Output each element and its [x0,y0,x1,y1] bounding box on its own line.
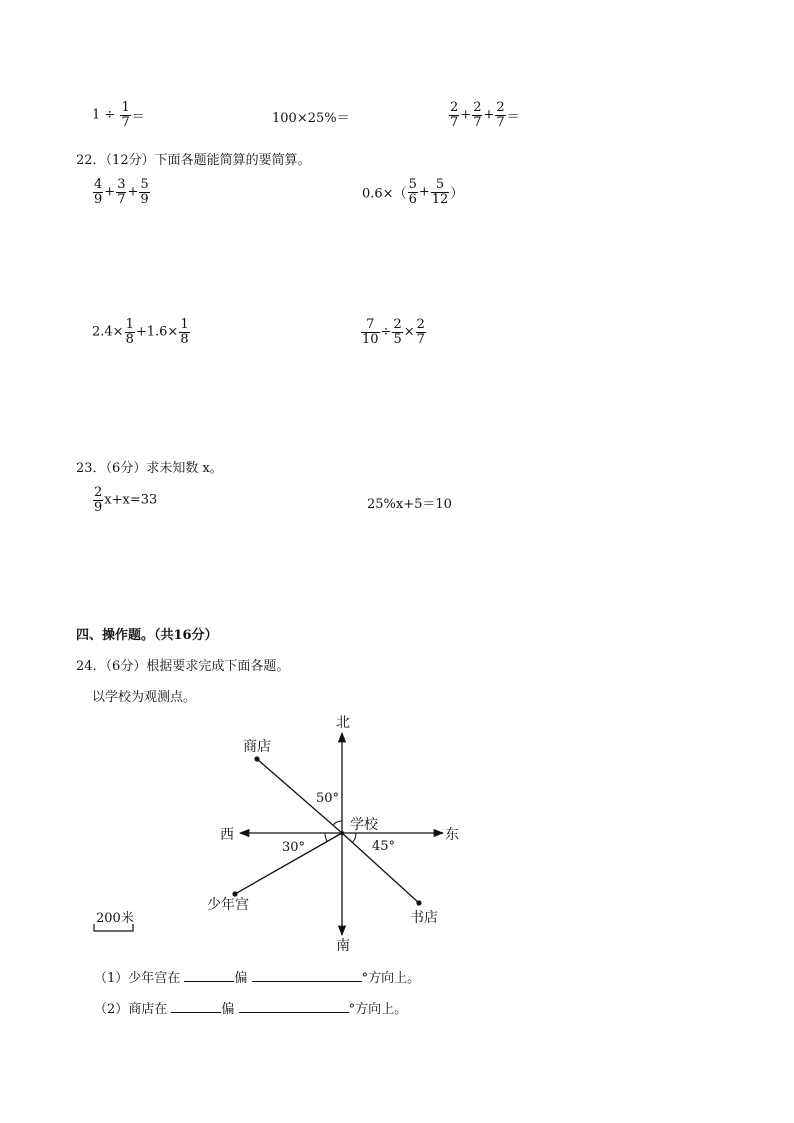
q21-expression-3: $\frac{2}{7}$ + $\frac{2}{7}$ + $\frac{2}{7}$ ＝ [450,100,520,130]
label-north: 北 [336,715,350,731]
label-angle-30: 30° [282,840,306,855]
youth-palace-point [232,891,237,896]
label-scale: 200米 [96,911,134,926]
angle-arc-book [352,833,356,843]
bookstore-point [416,900,421,905]
q21-expression-1: 1 ÷ $\frac{1}{7}$ ＝ [92,100,145,130]
q22-title: 22．（12分）下面各题能简算的要简算。 [76,153,311,168]
school-point [340,831,344,835]
q24-sub1: （1）少年宫在 偏 °方向上。 [94,971,421,986]
answer-blank-direction-2[interactable] [171,1012,221,1013]
q24-intro: 以学校为观测点。 [92,690,197,705]
answer-blank-angle-1[interactable] [252,981,362,982]
q23-title: 23．（6分）求未知数 x。 [76,461,223,476]
label-angle-50: 50° [316,791,340,806]
q22-expression-3: 2.4× $\frac{1}{8}$ +1.6× $\frac{1}{8}$ [92,317,189,347]
q24-title: 24．（6分）根据要求完成下面各题。 [76,659,290,674]
q23-equation-1: $\frac{2}{9}$ x+x=33 [94,485,158,515]
answer-blank-direction-1[interactable] [184,981,234,982]
q23-equation-2: 25%x+5＝10 [367,497,452,512]
label-angle-45: 45° [372,839,396,854]
answer-blank-angle-2[interactable] [239,1012,349,1013]
fraction: $\frac{1}{7}$ [121,100,130,130]
q22-expression-4: $\frac{7}{10}$ ÷ $\frac{2}{5}$ × $\frac{2}{7}$ [362,317,425,347]
label-west: 西 [220,827,234,843]
q22-expression-2: 0.6×（ $\frac{5}{6}$ + $\frac{5}{12}$ ） [362,177,464,207]
q21-expression-2: 100×25%＝ [272,111,350,126]
angle-arc-shop [333,821,342,825]
label-bookstore: 书店 [410,910,438,926]
angle-arc-youth [325,833,327,841]
label-youth-palace: 少年宫 [207,897,249,913]
label-south: 南 [336,938,350,954]
label-shop: 商店 [243,739,271,755]
shop-point [254,756,259,761]
label-school: 学校 [350,817,378,833]
label-east: 东 [445,827,459,843]
q22-expression-1: $\frac{4}{9}$ + $\frac{3}{7}$ + $\frac{5}{9}$ [94,177,149,207]
section-title: 四、操作题。（共16分） [76,628,218,643]
q24-sub2: （2）商店在 偏 °方向上。 [94,1002,408,1017]
